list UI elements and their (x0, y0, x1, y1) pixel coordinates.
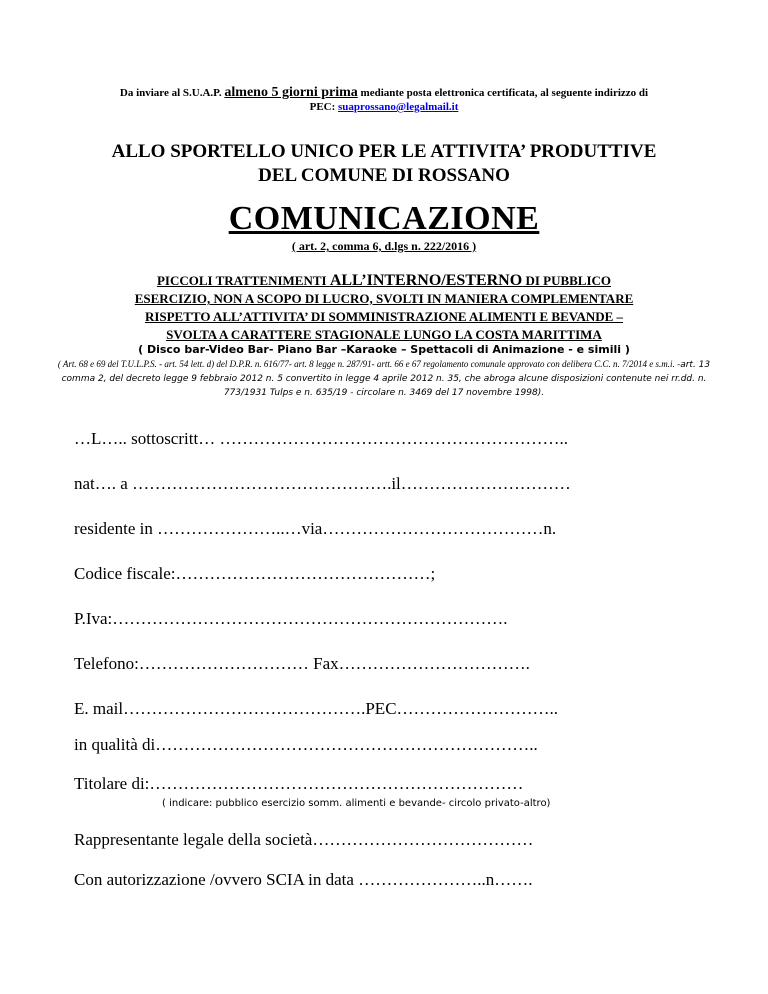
title-legal-reference: ( art. 2, comma 6, d.lgs n. 222/2016 ) (291, 239, 477, 253)
subject-part-2: ALL’INTERNO/ESTERNO (329, 272, 523, 289)
pec-email-link[interactable]: suaprossano@legalmail.it (338, 101, 459, 113)
document-title: COMUNICAZIONE (228, 200, 540, 237)
legal-references-part-1: ( Art. 68 e 69 del T.U.L.P.S. - art. 54 lett. d) del D.P.R. n. 616/77- art. 8 legge n. 287/91- artt. 66 e 67 regolamento comunale approvato con delibera C.C. n. 7/2014 e s.m.i. (57, 359, 677, 369)
field-qualita[interactable]: in qualità di………………………………………………………….. (74, 735, 538, 754)
field-codice-fiscale[interactable]: Codice fiscale:………………………………………; (74, 564, 436, 583)
legal-references-part-2: -art. 13 comma 2, del decreto legge 9 febbraio 2012 n. 5 convertito in legge 4 aprile 2012 n. 35, che abroga alcune disposizioni contenute nei rr.dd. n. 773/1931 Tulps e n. 635/19 - circolare n. 3469 del 17 novembre 1998). (61, 360, 711, 398)
subject-examples: ( Disco bar-Video Bar- Piano Bar –Karaoke – Spettacoli di Animazione - e simili ) (138, 343, 630, 356)
send-suffix: mediante posta elettronica certificata, al seguente indirizzo di (360, 87, 649, 99)
field-titolare[interactable]: Titolare di:………………………………………………………… (74, 774, 524, 793)
field-sottoscritto[interactable]: …L….. sottoscritt… …………………………………………………….. (74, 429, 568, 448)
legal-references (40, 358, 728, 400)
subject-part-3: DI PUBBLICO (522, 273, 612, 288)
subject-line-4: SVOLTA A CARATTERE STAGIONALE LUNGO LA COSTA MARITTIMA (166, 327, 602, 342)
send-deadline: almeno 5 giorni prima (224, 85, 358, 100)
subject-heading (40, 272, 728, 344)
send-instructions (40, 85, 728, 101)
subject-line-1 (40, 272, 728, 290)
field-rappresentante[interactable]: Rappresentante legale della società………………………………… (74, 830, 534, 849)
subject-line-3: RISPETTO ALL’ATTIVITA’ DI SOMMINISTRAZIONE ALIMENTI E BEVANDE – (144, 309, 624, 324)
subject-part-1: PICCOLI TRATTENIMENTI (156, 273, 330, 288)
field-nato[interactable]: nat…. a ……………………………………….il………………………… (74, 474, 571, 493)
field-partita-iva[interactable]: P.Iva:……………………………………………………………. (74, 609, 508, 628)
pec-label: PEC: (309, 101, 336, 113)
pec-line (40, 100, 728, 115)
subject-line-2: ESERCIZIO, NON A SCOPO DI LUCRO, SVOLTI IN MANIERA COMPLEMENTARE (134, 291, 634, 306)
field-residente[interactable]: residente in …………………..…via…………………………………n. (74, 519, 557, 538)
addressee-line-2: DEL COMUNE DI ROSSANO (258, 165, 510, 186)
send-prefix: Da inviare al S.U.A.P. (119, 87, 222, 99)
field-autorizzazione[interactable]: Con autorizzazione /ovvero SCIA in data …………………..n……. (74, 870, 533, 889)
field-email-pec[interactable]: E. mail…………………………………….PEC……………………….. (74, 699, 559, 718)
addressee (40, 140, 728, 188)
field-telefono-fax[interactable]: Telefono:………………………… Fax……………………………. (74, 654, 530, 673)
addressee-line-1: ALLO SPORTELLO UNICO PER LE ATTIVITA’ PRODUTTIVE (111, 141, 657, 162)
titolare-hint: ( indicare: pubblico esercizio somm. alimenti e bevande- circolo privato-altro) (162, 798, 551, 809)
